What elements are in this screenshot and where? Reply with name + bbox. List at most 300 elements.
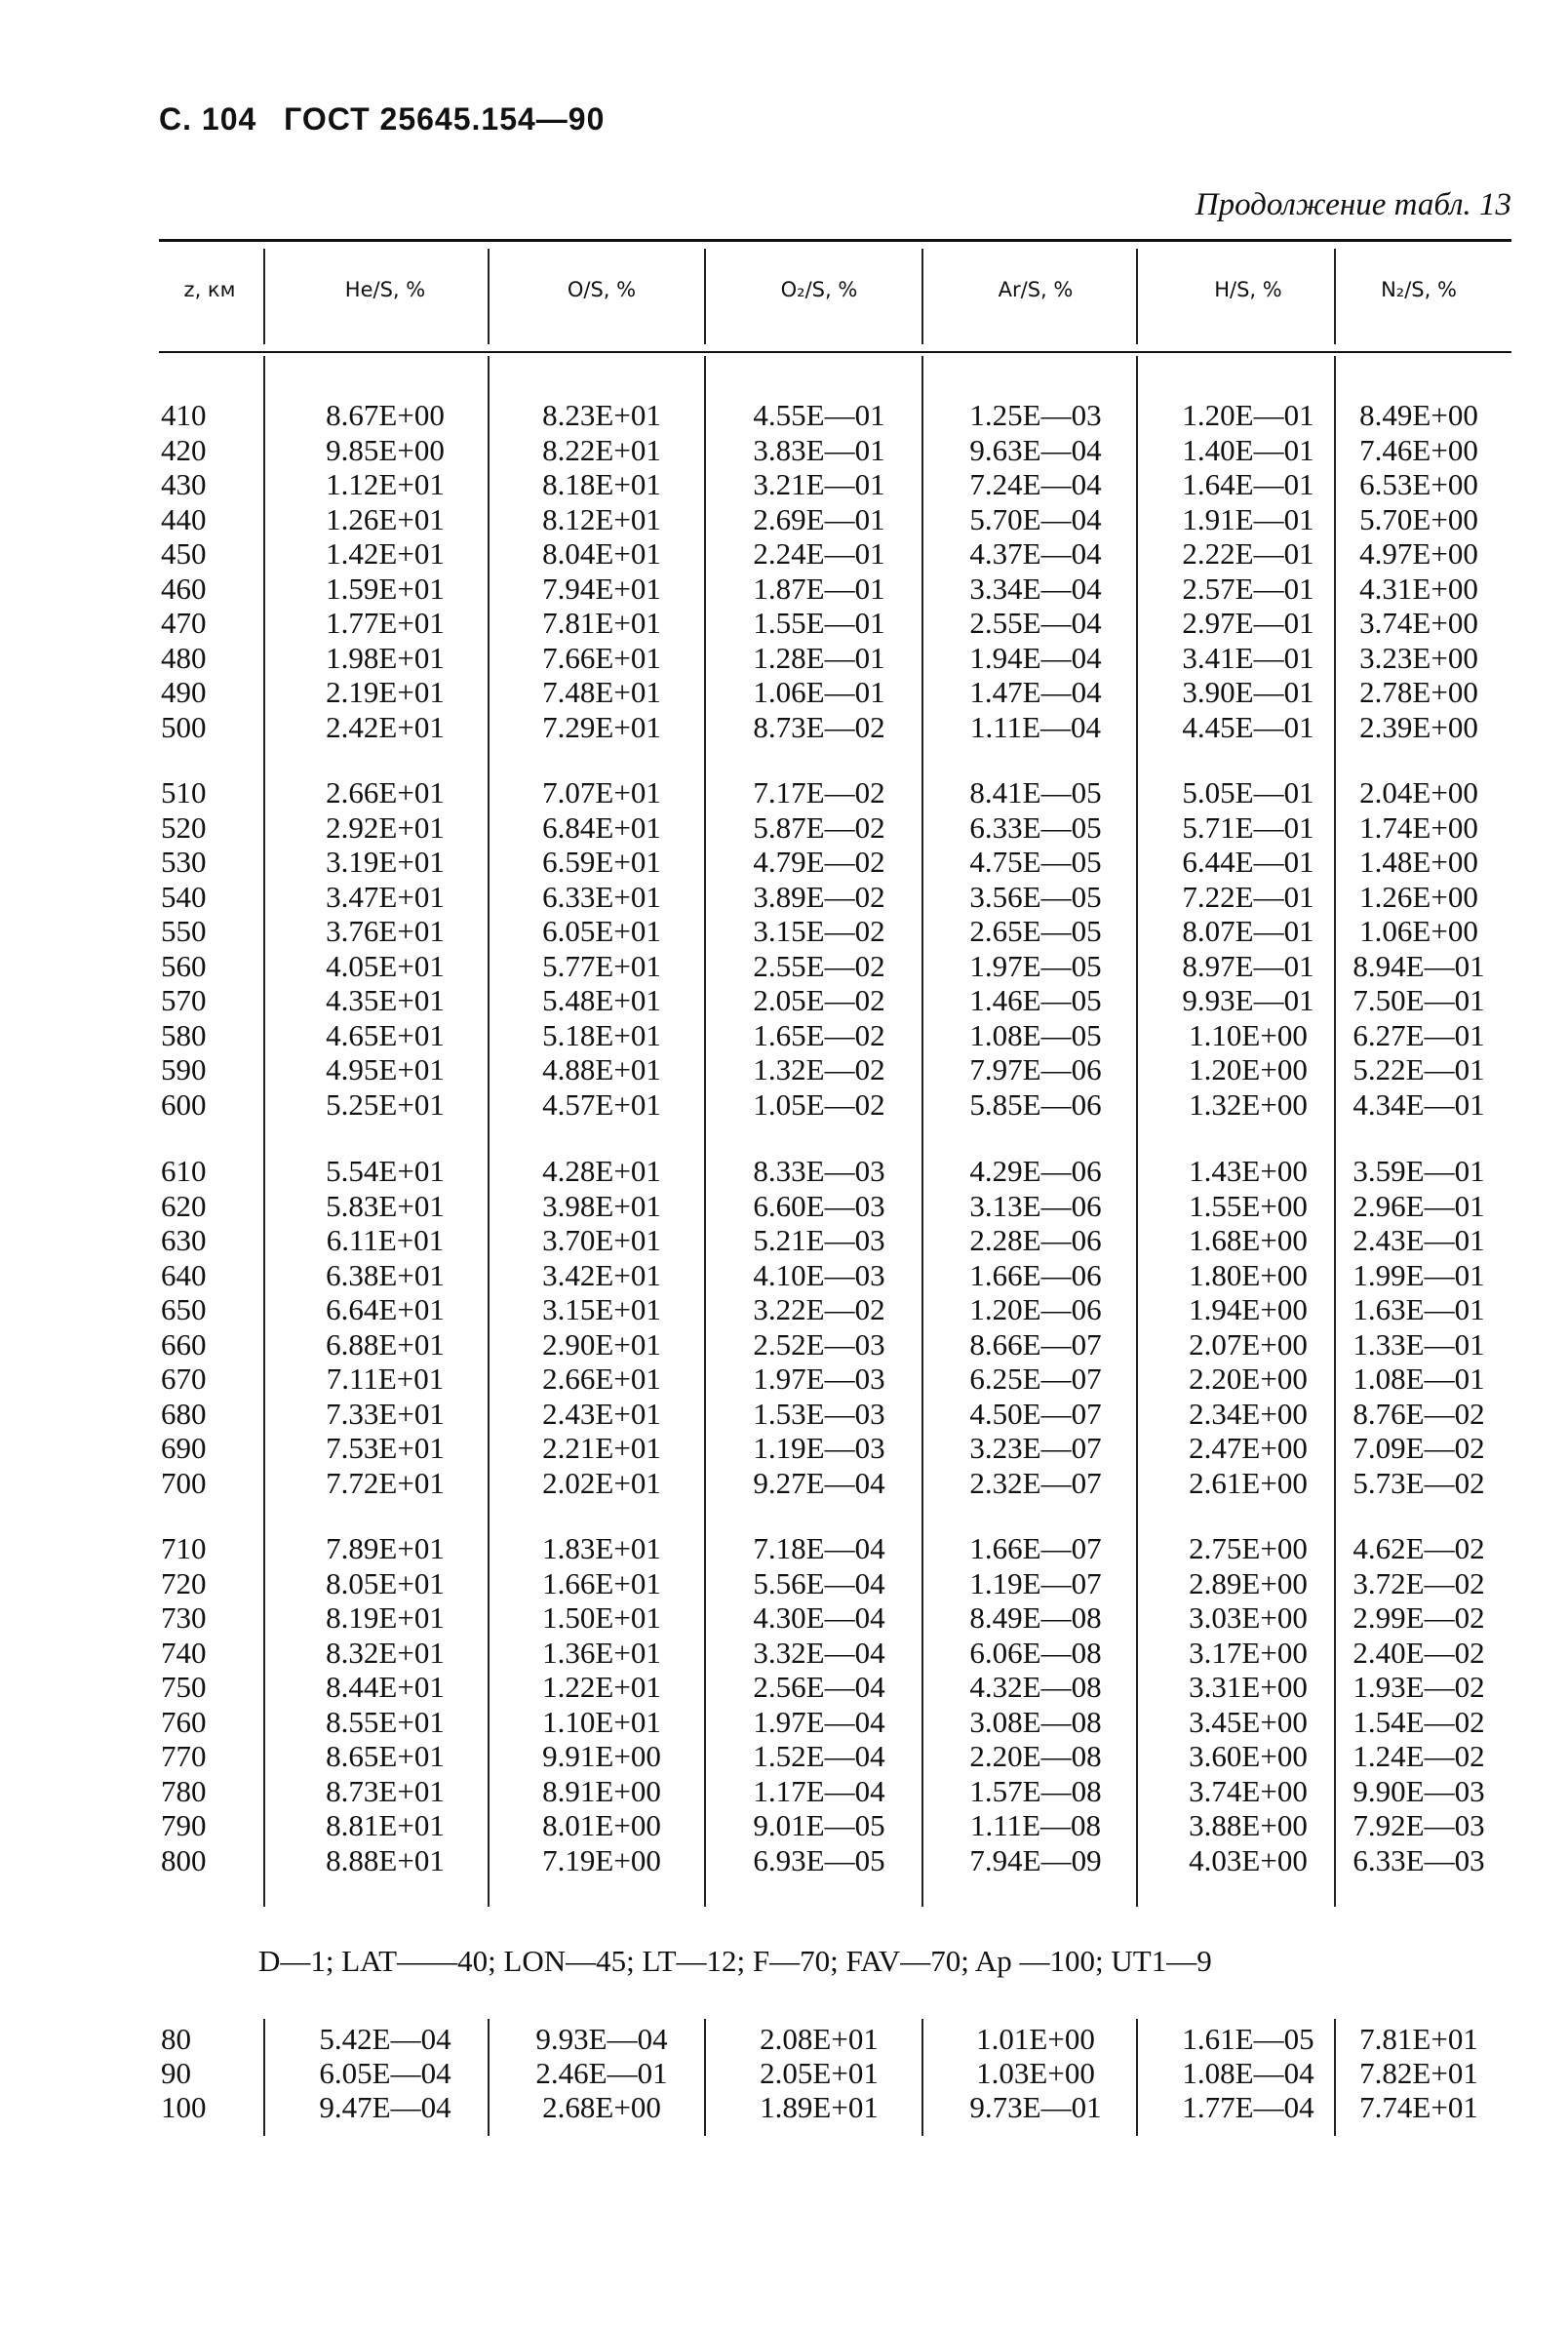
value-cell: 7.19E+00 [542,1843,661,1877]
value-cell: 6.93E—05 [753,1843,885,1877]
value-cell: 7.92E—03 [1352,1808,1485,1842]
column-header: O₂/S, % [780,278,858,301]
value-cell: 3.23E—07 [969,1431,1102,1465]
table-row [0,1362,1568,1396]
table-row [0,572,1568,606]
value-cell: 6.05E+01 [542,914,661,948]
value-cell: 5.25E+01 [326,1087,445,1122]
column-separator [1334,356,1336,1907]
table-row [0,1808,1568,1842]
altitude-cell: 470 [161,606,207,640]
value-cell: 9.91E+00 [542,1739,661,1773]
table-row [0,433,1568,467]
value-cell: 7.82E+01 [1359,2056,1478,2090]
value-cell: 1.55E—01 [753,606,885,640]
value-cell: 2.66E+01 [326,775,445,809]
value-cell: 1.28E—01 [753,641,885,675]
value-cell: 3.88E+00 [1189,1808,1308,1842]
value-cell: 1.19E—03 [753,1431,885,1465]
value-cell: 2.57E—01 [1182,572,1314,606]
value-cell: 3.41E—01 [1182,641,1314,675]
altitude-cell: 90 [161,2056,191,2090]
value-cell: 3.22E—02 [753,1292,885,1326]
value-cell: 2.20E—08 [969,1739,1102,1773]
altitude-cell: 710 [161,1531,207,1565]
value-cell: 4.37E—04 [969,536,1102,571]
value-cell: 8.73E+01 [326,1774,445,1808]
value-cell: 1.54E—02 [1352,1705,1485,1739]
value-cell: 2.52E—03 [753,1327,885,1362]
table-row [0,467,1568,501]
value-cell: 2.34E+00 [1189,1397,1308,1431]
value-cell: 2.08E+01 [760,2022,879,2056]
table-row [0,1018,1568,1052]
table-row [0,1431,1568,1465]
value-cell: 3.56E—05 [969,880,1102,914]
altitude-cell: 610 [161,1154,207,1188]
value-cell: 4.50E—07 [969,1397,1102,1431]
value-cell: 4.29E—06 [969,1154,1102,1188]
value-cell: 1.93E—02 [1352,1670,1485,1704]
value-cell: 2.05E+01 [760,2056,879,2090]
altitude-cell: 560 [161,949,207,983]
altitude-cell: 590 [161,1052,207,1086]
header-separator [488,249,490,344]
value-cell: 8.44E+01 [326,1670,445,1704]
value-cell: 2.02E+01 [542,1466,661,1500]
value-cell: 7.17E—02 [753,775,885,809]
value-cell: 5.87E—02 [753,810,885,845]
value-cell: 3.74E+00 [1189,1774,1308,1808]
table-row [0,880,1568,914]
value-cell: 4.88E+01 [542,1052,661,1086]
altitude-cell: 550 [161,914,207,948]
value-cell: 4.32E—08 [969,1670,1102,1704]
table-row [0,2090,1568,2124]
value-cell: 8.19E+01 [326,1600,445,1635]
value-cell: 2.90E+01 [542,1327,661,1362]
column-separator [921,356,923,1907]
value-cell: 3.76E+01 [326,914,445,948]
value-cell: 9.47E—04 [319,2090,451,2124]
value-cell: 1.57E—08 [969,1774,1102,1808]
value-cell: 2.65E—05 [969,914,1102,948]
value-cell: 3.34E—04 [969,572,1102,606]
value-cell: 1.42E+01 [326,536,445,571]
value-cell: 8.49E—08 [969,1600,1102,1635]
altitude-cell: 510 [161,775,207,809]
table-row [0,536,1568,571]
table-row [0,502,1568,536]
value-cell: 9.93E—04 [535,2022,668,2056]
value-cell: 1.05E—02 [753,1087,885,1122]
value-cell: 1.17E—04 [753,1774,885,1808]
value-cell: 3.32E—04 [753,1636,885,1670]
value-cell: 2.05E—02 [753,983,885,1017]
value-cell: 3.15E+01 [542,1292,661,1326]
column-separator [704,356,706,1907]
value-cell: 9.73E—01 [969,2090,1102,2124]
table-top-rule [159,239,1511,242]
value-cell: 7.94E—09 [969,1843,1102,1877]
value-cell: 6.59E+01 [542,845,661,879]
value-cell: 3.13E—06 [969,1189,1102,1223]
table-row [0,775,1568,809]
value-cell: 1.22E+01 [542,1670,661,1704]
value-cell: 6.60E—03 [753,1189,885,1223]
value-cell: 1.46E—05 [969,983,1102,1017]
altitude-cell: 600 [161,1087,207,1122]
value-cell: 7.07E+01 [542,775,661,809]
value-cell: 2.66E+01 [542,1362,661,1396]
value-cell: 8.65E+01 [326,1739,445,1773]
value-cell: 1.97E—03 [753,1362,885,1396]
value-cell: 4.31E+00 [1359,572,1478,606]
value-cell: 1.10E+00 [1189,1018,1308,1052]
table-row [0,1087,1568,1122]
value-cell: 8.91E+00 [542,1774,661,1808]
value-cell: 8.76E—02 [1352,1397,1485,1431]
value-cell: 6.84E+01 [542,810,661,845]
value-cell: 8.18E+01 [542,467,661,501]
value-cell: 9.63E—04 [969,433,1102,467]
header-separator [921,249,923,344]
altitude-cell: 580 [161,1018,207,1052]
value-cell: 1.97E—05 [969,949,1102,983]
value-cell: 7.50E—01 [1352,983,1485,1017]
value-cell: 4.45E—01 [1182,710,1314,744]
value-cell: 1.66E+01 [542,1566,661,1600]
altitude-cell: 690 [161,1431,207,1465]
value-cell: 4.30E—04 [753,1600,885,1635]
value-cell: 7.48E+01 [542,675,661,709]
value-cell: 5.71E—01 [1182,810,1314,845]
column-header: He/S, % [344,278,426,301]
value-cell: 3.19E+01 [326,845,445,879]
value-cell: 4.95E+01 [326,1052,445,1086]
table-row [0,1154,1568,1188]
value-cell: 8.88E+01 [326,1843,445,1877]
value-cell: 5.42E—04 [319,2022,451,2056]
value-cell: 2.89E+00 [1189,1566,1308,1600]
value-cell: 7.09E—02 [1352,1431,1485,1465]
table-row [0,1636,1568,1670]
value-cell: 8.33E—03 [753,1154,885,1188]
value-cell: 4.10E—03 [753,1258,885,1292]
value-cell: 5.85E—06 [969,1087,1102,1122]
value-cell: 1.64E—01 [1182,467,1314,501]
value-cell: 1.74E+00 [1359,810,1478,845]
value-cell: 7.33E+01 [326,1397,445,1431]
table-row [0,1292,1568,1326]
model-parameters-line: D—1; LAT——40; LON—45; LT—12; F—70; FAV—70; Ap —100; UT1—9 [258,1944,1212,1978]
table-row [0,1189,1568,1223]
value-cell: 4.65E+01 [326,1018,445,1052]
value-cell: 2.96E—01 [1352,1189,1485,1223]
value-cell: 8.41E—05 [969,775,1102,809]
altitude-cell: 420 [161,433,207,467]
altitude-cell: 650 [161,1292,207,1326]
value-cell: 1.03E+00 [976,2056,1095,2090]
value-cell: 1.66E—06 [969,1258,1102,1292]
header-separator [263,249,265,344]
value-cell: 2.04E+00 [1359,775,1478,809]
table-row [0,1531,1568,1565]
altitude-cell: 570 [161,983,207,1017]
value-cell: 7.89E+01 [326,1531,445,1565]
value-cell: 2.28E—06 [969,1223,1102,1257]
column-header: N₂/S, % [1381,278,1457,301]
altitude-cell: 640 [161,1258,207,1292]
value-cell: 6.11E+01 [326,1223,445,1257]
value-cell: 1.26E+01 [326,502,445,536]
value-cell: 2.97E—01 [1182,606,1314,640]
table-row [0,398,1568,432]
header-separator [704,249,706,344]
value-cell: 8.07E—01 [1182,914,1314,948]
value-cell: 6.27E—01 [1352,1018,1485,1052]
table-row [0,1397,1568,1431]
altitude-cell: 100 [161,2090,207,2124]
value-cell: 7.94E+01 [542,572,661,606]
value-cell: 3.31E+00 [1189,1670,1308,1704]
value-cell: 2.75E+00 [1189,1531,1308,1565]
table-row [0,810,1568,845]
table-header-rule [159,351,1511,353]
value-cell: 3.98E+01 [542,1189,661,1223]
altitude-cell: 440 [161,502,207,536]
value-cell: 7.53E+01 [326,1431,445,1465]
column-header: Ar/S, % [998,278,1074,301]
value-cell: 7.97E—06 [969,1052,1102,1086]
value-cell: 8.22E+01 [542,433,661,467]
value-cell: 1.19E—07 [969,1566,1102,1600]
value-cell: 1.77E+01 [326,606,445,640]
column-header: H/S, % [1214,278,1282,301]
table-row [0,1466,1568,1500]
value-cell: 1.24E—02 [1352,1739,1485,1773]
value-cell: 2.20E+00 [1189,1362,1308,1396]
table-continuation-caption: Продолжение табл. 13 [1195,187,1511,222]
altitude-cell: 760 [161,1705,207,1739]
value-cell: 7.74E+01 [1359,2090,1478,2124]
value-cell: 6.53E+00 [1359,467,1478,501]
value-cell: 1.10E+01 [542,1705,661,1739]
value-cell: 8.67E+00 [326,398,445,432]
altitude-cell: 680 [161,1397,207,1431]
value-cell: 2.19E+01 [326,675,445,709]
value-cell: 6.64E+01 [326,1292,445,1326]
value-cell: 7.22E—01 [1182,880,1314,914]
value-cell: 1.65E—02 [753,1018,885,1052]
column-separator [263,356,265,1907]
value-cell: 7.81E+01 [542,606,661,640]
value-cell: 1.94E+00 [1189,1292,1308,1326]
value-cell: 2.24E—01 [753,536,885,571]
altitude-cell: 430 [161,467,207,501]
value-cell: 1.01E+00 [976,2022,1095,2056]
value-cell: 1.59E+01 [326,572,445,606]
table-row [0,1566,1568,1600]
value-cell: 7.81E+01 [1359,2022,1478,2056]
value-cell: 1.91E—01 [1182,502,1314,536]
value-cell: 2.55E—02 [753,949,885,983]
value-cell: 4.97E+00 [1359,536,1478,571]
value-cell: 8.94E—01 [1352,949,1485,983]
table-row [0,1774,1568,1808]
value-cell: 1.36E+01 [542,1636,661,1670]
value-cell: 6.38E+01 [326,1258,445,1292]
value-cell: 5.54E+01 [326,1154,445,1188]
value-cell: 5.70E+00 [1359,502,1478,536]
value-cell: 1.47E—04 [969,675,1102,709]
value-cell: 3.03E+00 [1189,1600,1308,1635]
altitude-cell: 670 [161,1362,207,1396]
value-cell: 1.11E—04 [969,710,1102,744]
value-cell: 2.99E—02 [1352,1600,1485,1635]
value-cell: 9.93E—01 [1182,983,1314,1017]
value-cell: 7.66E+01 [542,641,661,675]
altitude-cell: 790 [161,1808,207,1842]
value-cell: 1.08E—05 [969,1018,1102,1052]
table-row [0,710,1568,744]
value-cell: 7.29E+01 [542,710,661,744]
table-row [0,1600,1568,1635]
value-cell: 6.33E—03 [1352,1843,1485,1877]
value-cell: 2.68E+00 [542,2090,661,2124]
header-separator [1334,249,1336,344]
altitude-cell: 750 [161,1670,207,1704]
value-cell: 5.73E—02 [1352,1466,1485,1500]
value-cell: 7.46E+00 [1359,433,1478,467]
altitude-cell: 770 [161,1739,207,1773]
value-cell: 6.06E—08 [969,1636,1102,1670]
value-cell: 5.21E—03 [753,1223,885,1257]
value-cell: 9.90E—03 [1352,1774,1485,1808]
altitude-cell: 720 [161,1566,207,1600]
value-cell: 1.80E+00 [1189,1258,1308,1292]
value-cell: 4.05E+01 [326,949,445,983]
value-cell: 2.21E+01 [542,1431,661,1465]
value-cell: 1.06E—01 [753,675,885,709]
value-cell: 9.85E+00 [326,433,445,467]
value-cell: 3.74E+00 [1359,606,1478,640]
table-row [0,1843,1568,1877]
value-cell: 2.69E—01 [753,502,885,536]
altitude-cell: 630 [161,1223,207,1257]
value-cell: 4.79E—02 [753,845,885,879]
column-separator [1136,356,1138,1907]
altitude-cell: 730 [161,1600,207,1635]
value-cell: 1.48E+00 [1359,845,1478,879]
page-number: С. 104 [159,101,257,137]
value-cell: 1.06E+00 [1359,914,1478,948]
table-row [0,2022,1568,2056]
value-cell: 1.32E—02 [753,1052,885,1086]
table-row [0,606,1568,640]
value-cell: 2.07E+00 [1189,1327,1308,1362]
altitude-cell: 530 [161,845,207,879]
value-cell: 1.50E+01 [542,1600,661,1635]
table-row [0,1739,1568,1773]
value-cell: 9.01E—05 [753,1808,885,1842]
value-cell: 1.89E+01 [760,2090,879,2124]
value-cell: 1.43E+00 [1189,1154,1308,1188]
value-cell: 3.08E—08 [969,1705,1102,1739]
value-cell: 8.05E+01 [326,1566,445,1600]
value-cell: 7.11E+01 [326,1362,445,1396]
value-cell: 5.56E—04 [753,1566,885,1600]
value-cell: 5.05E—01 [1182,775,1314,809]
value-cell: 3.89E—02 [753,880,885,914]
value-cell: 3.47E+01 [326,880,445,914]
value-cell: 1.32E+00 [1189,1087,1308,1122]
value-cell: 1.94E—04 [969,641,1102,675]
value-cell: 1.12E+01 [326,467,445,501]
altitude-cell: 490 [161,675,207,709]
value-cell: 2.42E+01 [326,710,445,744]
altitude-cell: 800 [161,1843,207,1877]
value-cell: 4.75E—05 [969,845,1102,879]
value-cell: 2.55E—04 [969,606,1102,640]
value-cell: 8.81E+01 [326,1808,445,1842]
table-row [0,1052,1568,1086]
altitude-cell: 450 [161,536,207,571]
value-cell: 1.26E+00 [1359,880,1478,914]
table-row [0,1670,1568,1704]
value-cell: 5.18E+01 [542,1018,661,1052]
altitude-cell: 460 [161,572,207,606]
value-cell: 5.48E+01 [542,983,661,1017]
value-cell: 2.56E—04 [753,1670,885,1704]
value-cell: 1.40E—01 [1182,433,1314,467]
value-cell: 8.97E—01 [1182,949,1314,983]
altitude-cell: 740 [161,1636,207,1670]
value-cell: 2.46E—01 [535,2056,668,2090]
table-row [0,1705,1568,1739]
altitude-cell: 540 [161,880,207,914]
value-cell: 1.11E—08 [969,1808,1102,1842]
column-header: z, км [183,278,236,301]
value-cell: 6.88E+01 [326,1327,445,1362]
value-cell: 2.40E—02 [1352,1636,1485,1670]
value-cell: 4.03E+00 [1189,1843,1308,1877]
table-row [0,641,1568,675]
value-cell: 1.68E+00 [1189,1223,1308,1257]
table-row [0,2056,1568,2090]
value-cell: 8.23E+01 [542,398,661,432]
value-cell: 8.32E+01 [326,1636,445,1670]
value-cell: 1.25E—03 [969,398,1102,432]
column-header: O/S, % [567,278,637,301]
value-cell: 3.42E+01 [542,1258,661,1292]
value-cell: 3.72E—02 [1352,1566,1485,1600]
value-cell: 1.08E—04 [1182,2056,1314,2090]
value-cell: 6.25E—07 [969,1362,1102,1396]
value-cell: 8.73E—02 [753,710,885,744]
value-cell: 1.66E—07 [969,1531,1102,1565]
table-row [0,1327,1568,1362]
altitude-cell: 660 [161,1327,207,1362]
value-cell: 2.61E+00 [1189,1466,1308,1500]
value-cell: 3.60E+00 [1189,1739,1308,1773]
value-cell: 1.87E—01 [753,572,885,606]
value-cell: 8.01E+00 [542,1808,661,1842]
value-cell: 5.77E+01 [542,949,661,983]
value-cell: 8.66E—07 [969,1327,1102,1362]
value-cell: 1.77E—04 [1182,2090,1314,2124]
value-cell: 3.90E—01 [1182,675,1314,709]
